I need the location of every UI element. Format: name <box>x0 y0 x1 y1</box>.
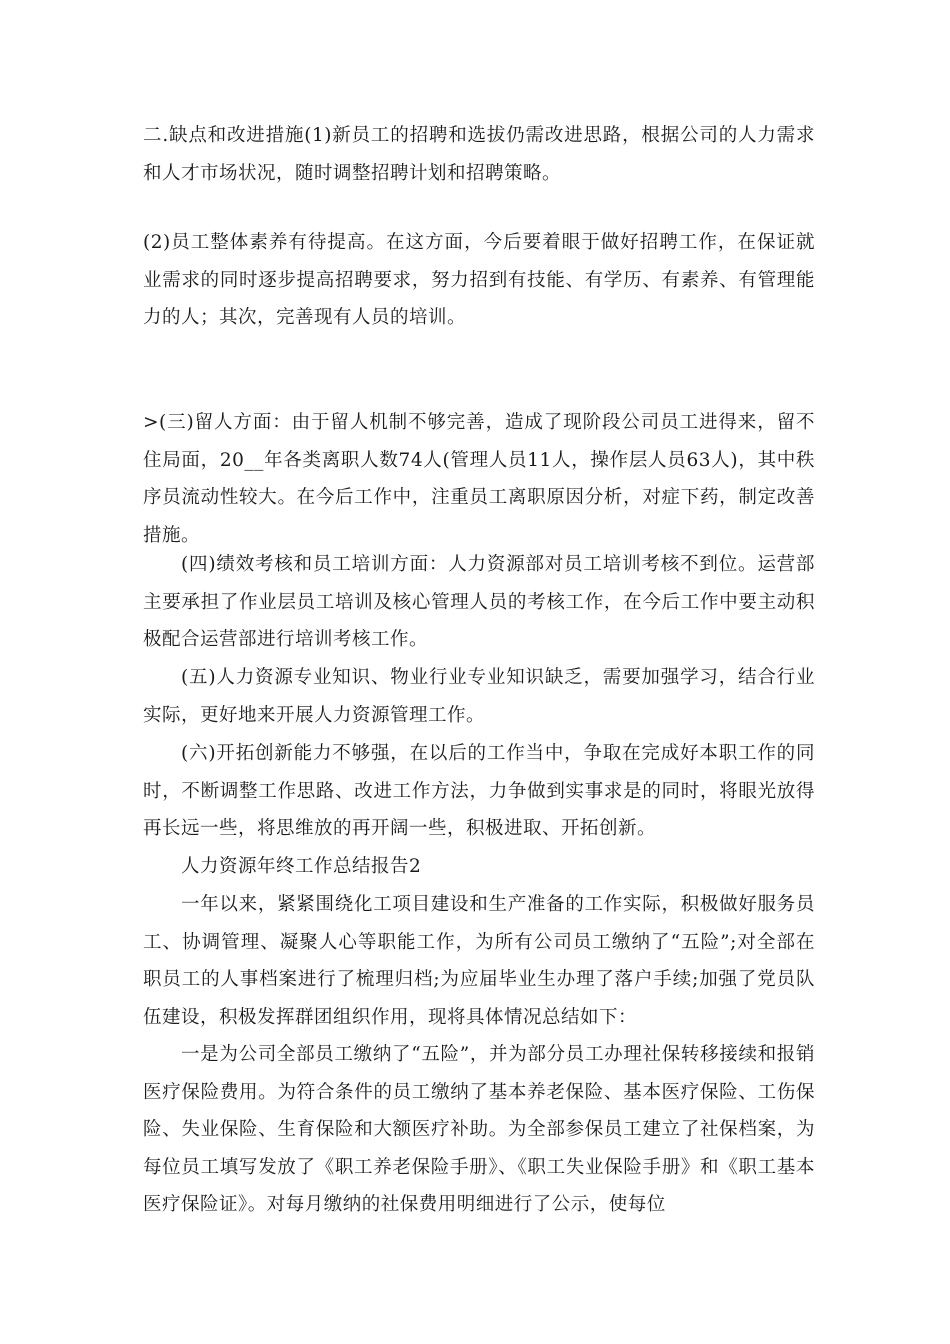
paragraph-performance-training: (四)绩效考核和员工培训方面：人力资源部对员工培训考核不到位。运营部主要承担了作业层员工培训及核心管理人员的考核工作，在今后工作中要主动积极配合运营部进行培训考核工作。 <box>143 554 815 650</box>
paragraph-retention: >(三)留人方面：由于留人机制不够完善，造成了现阶段公司员工进得来，留不住局面，20__年各类离职人数74人(管理人员11人，操作层人员63人)，其中秩序员流动性较大。在今后工作中，注重员工离职原因分析，对症下药，制定改善措施。 <box>143 412 815 546</box>
paragraph-social-insurance: 一是为公司全部员工缴纳了“五险”，并为部分员工办理社保转移接续和报销医疗保险费用。为符合条件的员工缴纳了基本养老保险、基本医疗保险、工伤保险、失业保险、生育保险和大额医疗补助。为全部参保员工建立了社保档案，为每位员工填写发放了《职工养老保险手册》、《职工失业保险手册》和《职工基本医疗保险证》。对每月缴纳的社保费用明细进行了公示，使每位 <box>143 1044 815 1215</box>
paragraph-innovation: (六)开拓创新能力不够强，在以后的工作当中，争取在完成好本职工作的同时，不断调整工作思路、改进工作方法，力争做到实事求是的同时，将眼光放得再长远一些，将思维放的再开阔一些，积极进取、开拓创新。 <box>143 743 815 839</box>
paragraph-staff-quality: (2)员工整体素养有待提高。在这方面，今后要着眼于做好招聘工作，在保证就业需求的同时逐步提高招聘要求，努力招到有技能、有学历、有素养、有管理能力的人；其次，完善现有人员的培训。 <box>143 232 815 328</box>
paragraph-shortcomings-recruitment: 二.缺点和改进措施(1)新员工的招聘和选拔仍需改进思路，根据公司的人力需求和人才市场状况，随时调整招聘计划和招聘策略。 <box>143 125 815 184</box>
section-heading-report-2: 人力资源年终工作总结报告2 <box>181 856 422 877</box>
paragraph-report-2-intro: 一年以来，紧紧围绕化工项目建设和生产准备的工作实际，积极做好服务员工、协调管理、凝聚人心等职能工作，为所有公司员工缴纳了“五险”;对全部在职员工的人事档案进行了梳理归档;为应届毕业生办理了落户手续;加强了党员队伍建设，积极发挥群团组织作用，现将具体情况总结如下： <box>143 894 815 1028</box>
paragraph-professional-knowledge: (五)人力资源专业知识、物业行业专业知识缺乏，需要加强学习，结合行业实际，更好地来开展人力资源管理工作。 <box>143 667 815 726</box>
